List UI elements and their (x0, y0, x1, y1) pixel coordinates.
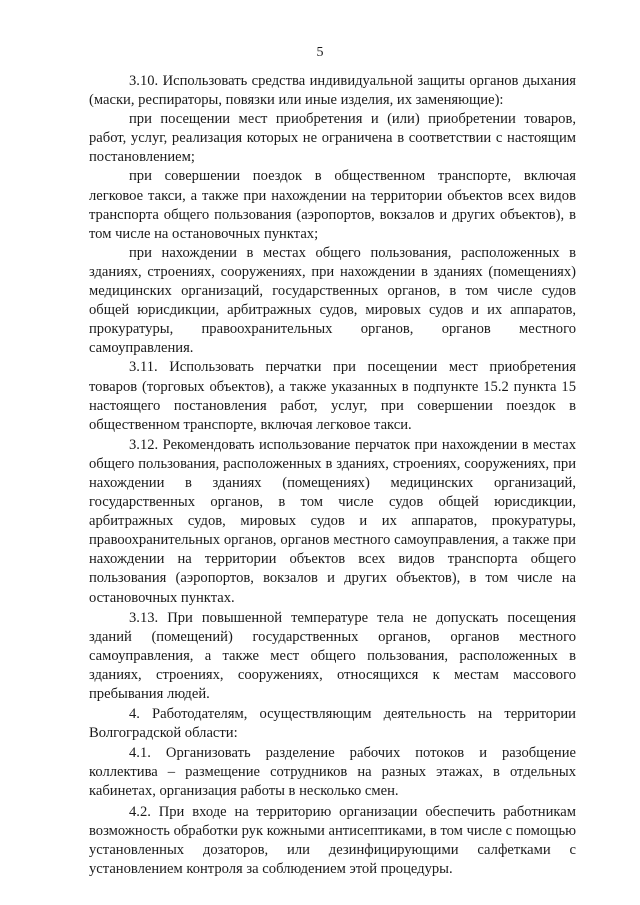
paragraph-3-10: 3.10. Использовать средства индивидуальной защиты органов дыхания (маски, респираторы, повязки или иные изделия, их заменяющие): (89, 73, 576, 109)
paragraph-4: 4. Работодателям, осуществляющим деятельность на территории Волгоградской области: (89, 706, 576, 742)
paragraph-3-12: 3.12. Рекомендовать использование перчаток при нахождении в местах общего пользования, расположенных в зданиях, строениях, сооружениях, при нахождении в зданиях (помещениях) медицинских организаций, государственных органов, в том числе судов общей юрисдикции, арбитражных судов, мировых судов и их аппаратов, прокуратуры, правоохранительных органов, органов местного самоуправления, а также при нахождении на территории объектов всех видов транспорта общего пользования (аэропортов, вокзалов и других объектов), в том числе на остановочных пунктах. (89, 436, 576, 606)
paragraph-3-13: 3.13. При повышенной температуре тела не допускать посещения зданий (помещений) государственных органов, органов местного самоуправления, а также мест общего пользования, расположенных в зданиях, строениях, сооружениях, относящихся к местам массового пребывания людей. (89, 609, 576, 702)
page-number: 5 (316, 45, 324, 60)
document-body (89, 72, 576, 879)
paragraph-3-10-item-shops: при посещении мест приобретения и (или) приобретении товаров, работ, услуг, реализация которых не ограничена в соответствии с настоящим постановлением; (89, 111, 576, 166)
paragraph-3-10-item-public-places: при нахождении в местах общего пользования, расположенных в зданиях, строениях, сооружениях, при нахождении в зданиях (помещениях) медицинских организаций, государственных органов, в том числе судов общей юрисдикции, арбитражных судов, мировых судов и их аппаратов, прокуратуры, правоохранительных органов, органов местного самоуправления. (89, 244, 576, 357)
paragraph-4-1: 4.1. Организовать разделение рабочих потоков и разобщение коллектива – размещение сотрудников на разных этажах, в отдельных кабинетах, организация работы в несколько смен. (89, 745, 576, 800)
paragraph-3-10-item-transport: при совершении поездок в общественном транспорте, включая легковое такси, а также при нахождении на территории объектов всех видов транспорта общего пользования (аэропортов, вокзалов и других объектов), в том числе на остановочных пунктах; (89, 168, 576, 242)
paragraph-3-11: 3.11. Использовать перчатки при посещении мест приобретения товаров (торговых объектов), а также указанных в подпункте 15.2 пункта 15 настоящего постановления работ, услуг, при совершении поездок в общественном транспорте, включая легковое такси. (89, 359, 576, 433)
paragraph-4-2: 4.2. При входе на территорию организации обеспечить работникам возможность обработки рук кожными антисептиками, в том числе с помощью установленных дозаторов, или дезинфицирующими салфетками с установлением контроля за соблюдением этой процедуры. (89, 803, 576, 877)
